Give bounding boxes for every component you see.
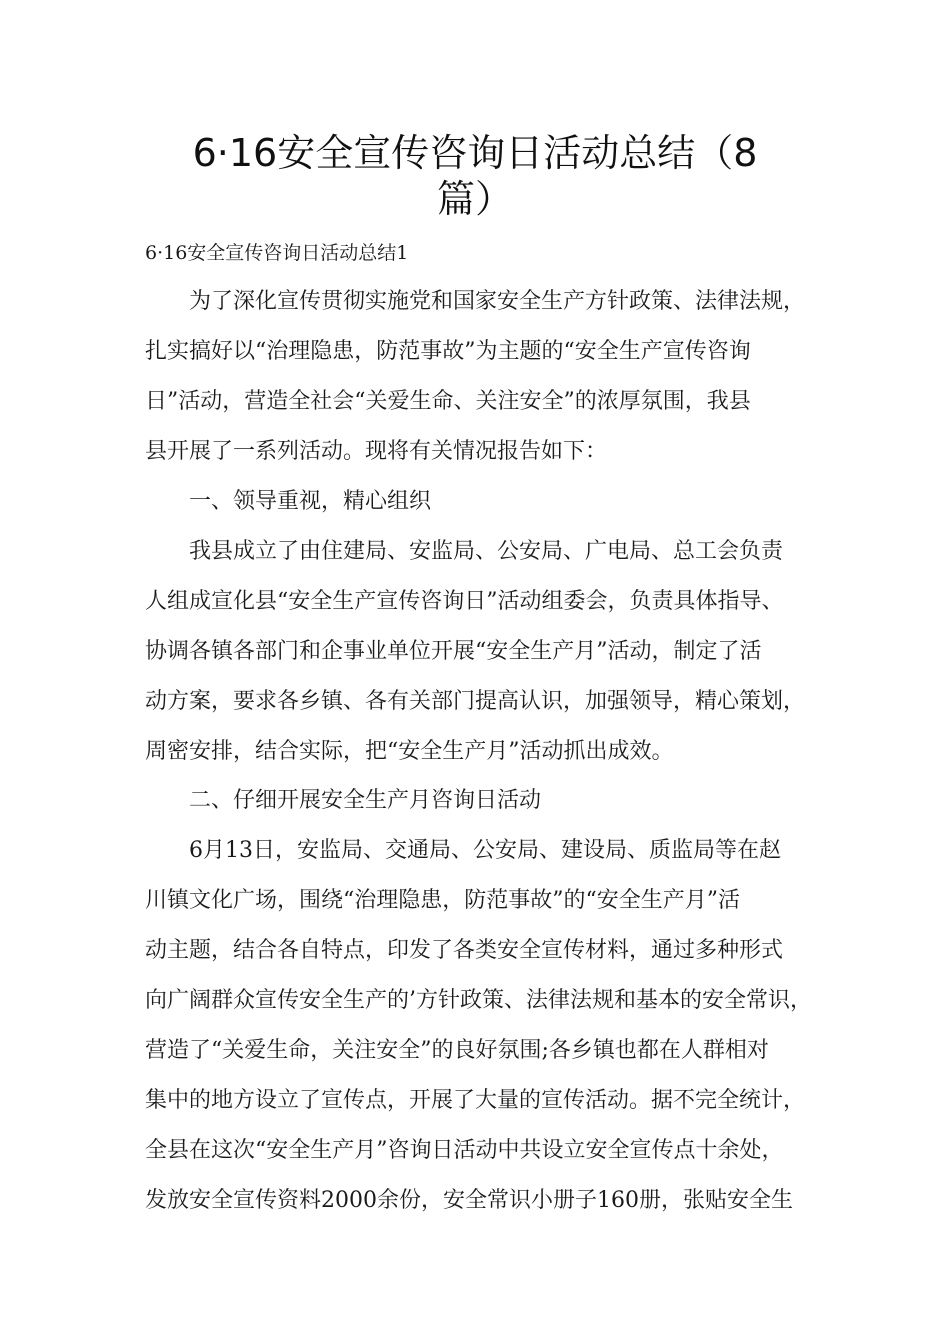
paragraph-3-line-2: 川镇文化广场，围绕“治理隐患，防范事故”的“安全生产月”活 [145, 888, 740, 913]
section-heading-2: 二、仔细开展安全生产月咨询日活动 [189, 788, 542, 813]
page-title [140, 130, 810, 222]
paragraph-1-line-3: 日”活动，营造全社会“关爱生命、关注安全”的浓厚氛围，我县 [145, 389, 751, 414]
paragraph-3-line-7: 全县在这次“安全生产月”咨询日活动中共设立安全宣传点十余处， [145, 1138, 784, 1163]
paragraph-3-line-5: 营造了“关爱生命，关注安全”的良好氛围;各乡镇也都在人群相对 [145, 1038, 769, 1063]
section-heading-1: 一、领导重视，精心组织 [189, 489, 432, 514]
paragraph-3-line-8: 发放安全宣传资料2000余份，安全常识小册子160册，张贴安全生 [145, 1188, 793, 1213]
title-line-1: 6·16安全宣传咨询日活动总结（8 [192, 131, 758, 175]
paragraph-2-line-1: 我县成立了由住建局、安监局、公安局、广电局、总工会负责 [189, 539, 784, 564]
paragraph-2-line-5: 周密安排，结合实际，把“安全生产月”活动抓出成效。 [145, 739, 674, 764]
paragraph-2-line-4: 动方案，要求各乡镇、各有关部门提高认识，加强领导，精心策划， [145, 689, 806, 714]
paragraph-1-line-4: 县开展了一系列活动。现将有关情况报告如下： [145, 439, 608, 464]
paragraph-2-line-3: 协调各镇各部门和企事业单位开展“安全生产月”活动，制定了活 [145, 639, 762, 664]
paragraph-3-line-4: 向广阔群众宣传安全生产的’方针政策、法律法规和基本的安全常识， [145, 988, 812, 1013]
paragraph-3-line-3: 动主题，结合各自特点，印发了各类安全宣传材料，通过多种形式 [145, 938, 784, 963]
paragraph-1-line-1: 为了深化宣传贯彻实施党和国家安全生产方针政策、法律法规， [189, 289, 806, 314]
section-subtitle: 6·16安全宣传咨询日活动总结1 [145, 242, 409, 264]
paragraph-2-line-2: 人组成宣化县“安全生产宣传咨询日”活动组委会，负责具体指导、 [145, 589, 784, 614]
title-line-2: 篇） [436, 177, 513, 221]
paragraph-3-line-1: 6月13日，安监局、交通局、公安局、建设局、质监局等在赵 [189, 838, 781, 863]
paragraph-1-line-2: 扎实搞好以“治理隐患，防范事故”为主题的“安全生产宣传咨询 [145, 339, 751, 364]
paragraph-3-line-6: 集中的地方设立了宣传点，开展了大量的宣传活动。据不完全统计， [145, 1088, 806, 1113]
